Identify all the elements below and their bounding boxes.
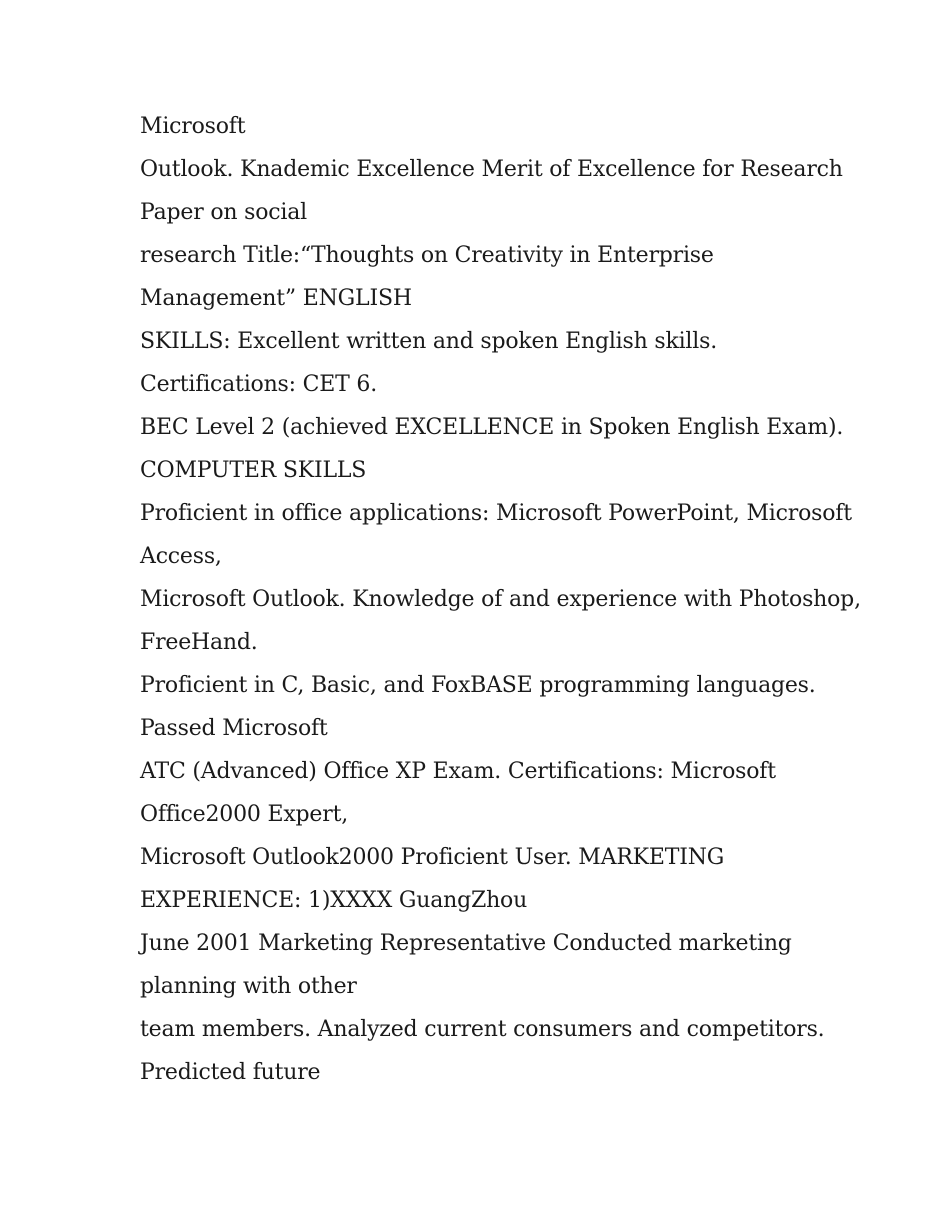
- text-line: Proficient in C, Basic, and FoxBASE programming languages.: [140, 673, 816, 698]
- text-line: BEC Level 2 (achieved EXCELLENCE in Spoken English Exam).: [140, 415, 844, 440]
- text-line: planning with other: [140, 974, 357, 999]
- text-line: ATC (Advanced) Office XP Exam. Certifications: Microsoft: [140, 759, 776, 784]
- text-line: Outlook. Knademic Excellence Merit of Excellence for Research: [140, 157, 843, 182]
- text-line: Proficient in office applications: Microsoft PowerPoint, Microsoft: [140, 501, 852, 526]
- section-heading: COMPUTER SKILLS: [140, 458, 367, 483]
- document-body: [140, 105, 861, 1094]
- text-line: Microsoft Outlook. Knowledge of and experience with Photoshop,: [140, 587, 861, 612]
- text-line: Office2000 Expert,: [140, 802, 348, 827]
- text-line: Microsoft: [140, 114, 246, 139]
- text-line: Passed Microsoft: [140, 716, 328, 741]
- text-line: Predicted future: [140, 1060, 321, 1085]
- text-line: FreeHand.: [140, 630, 258, 655]
- text-line: research Title:“Thoughts on Creativity in Enterprise: [140, 243, 714, 268]
- text-line: EXPERIENCE: 1)XXXX GuangZhou: [140, 888, 528, 913]
- text-line: Access,: [140, 544, 222, 569]
- text-line: SKILLS: Excellent written and spoken English skills.: [140, 329, 717, 354]
- text-line: team members. Analyzed current consumers and competitors.: [140, 1017, 825, 1042]
- text-line: Management” ENGLISH: [140, 286, 412, 311]
- text-line: Microsoft Outlook2000 Proficient User. MARKETING: [140, 845, 725, 870]
- text-line: Paper on social: [140, 200, 307, 225]
- text-line: Certifications: CET 6.: [140, 372, 377, 397]
- text-line: June 2001 Marketing Representative Conducted marketing: [140, 931, 792, 956]
